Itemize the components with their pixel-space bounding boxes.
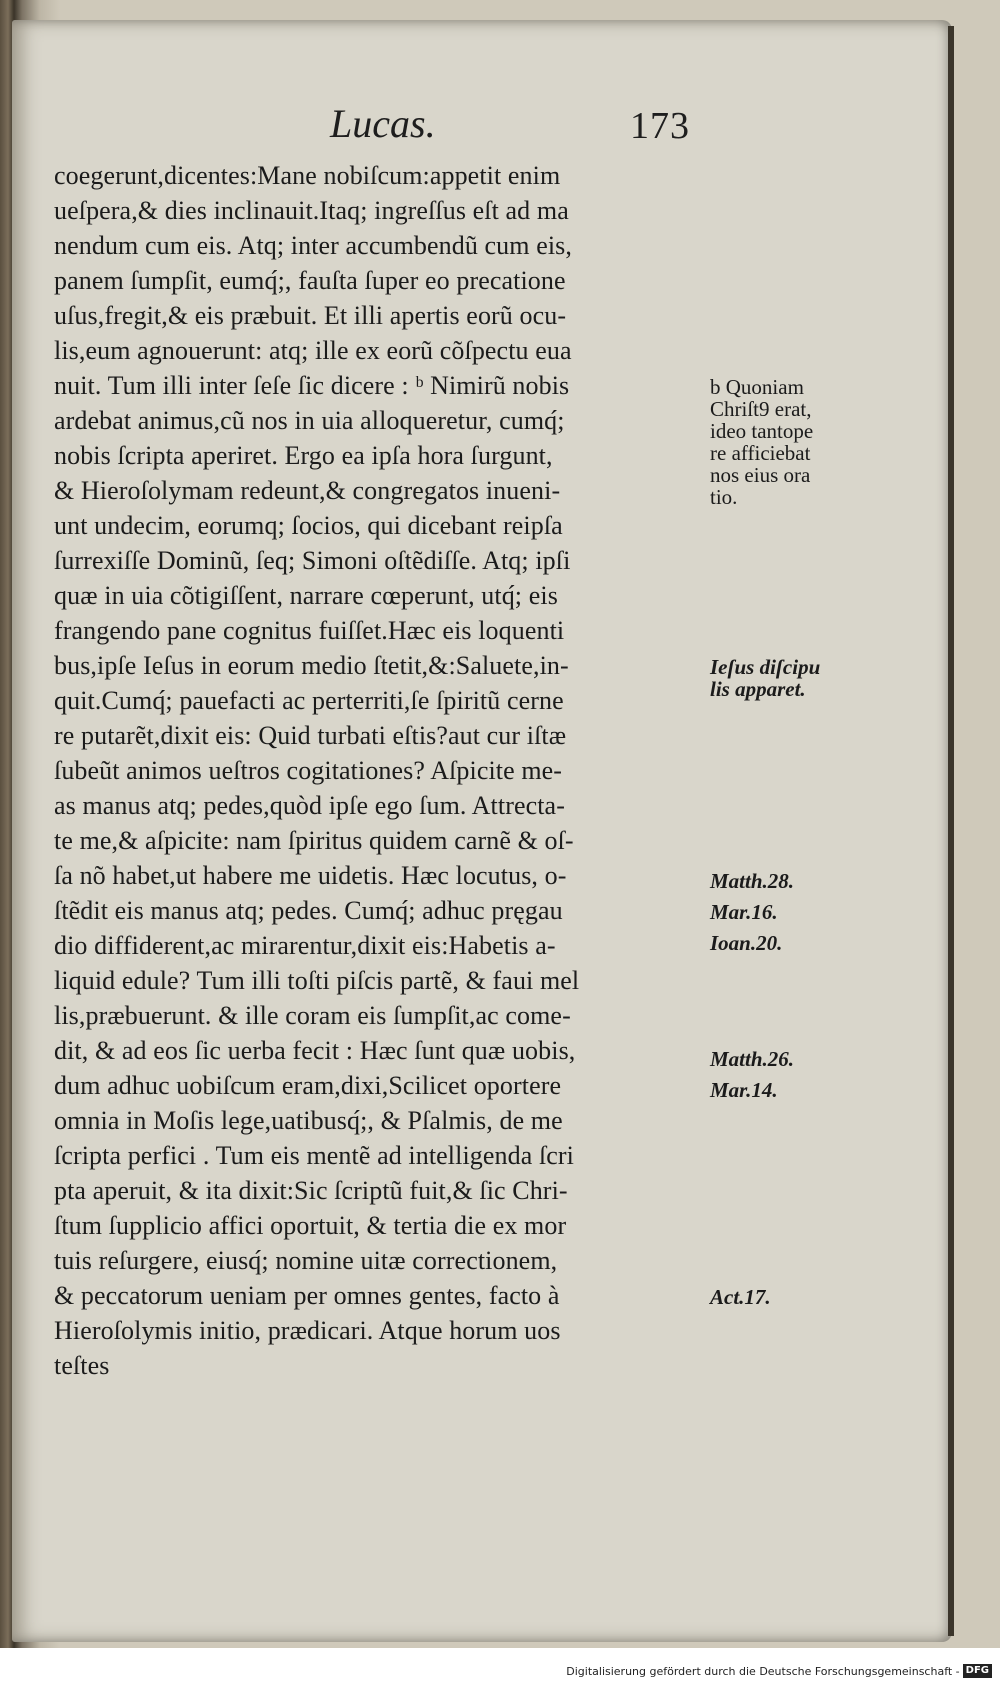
margin-note-line: b Quoniam: [710, 375, 804, 399]
text-line: ardebat animus,cũ nos in uia alloqueretur, cumq́;: [54, 406, 565, 435]
text-line: frangendo pane cognitus fuiſſet.Hæc eis loquenti: [54, 616, 565, 645]
text-line: te me,& aſpicite: nam ſpiritus quidem carnẽ & oſ-: [54, 826, 574, 855]
text-line: dum adhuc uobiſcum eram,dixi,Scilicet oportere: [54, 1071, 562, 1100]
margin-note-line: tio.: [710, 485, 738, 509]
margin-note-line: Act.17.: [710, 1285, 771, 1309]
text-line: nendum cum eis. Atq; inter accumbendũ cum eis,: [54, 231, 572, 260]
text-line: dit, & ad eos ſic uerba fecit : Hæc ſunt quæ uobis,: [54, 1036, 576, 1065]
margin-note-line: Matth.26.: [710, 1047, 795, 1071]
margin-note-line: Mar.16.: [710, 900, 778, 924]
text-line: as manus atq; pedes,quòd ipſe ego ſum. Attrecta-: [54, 791, 565, 820]
text-line: Hieroſolymis initio, prædicari. Atque horum uos: [54, 1316, 561, 1345]
text-line: ſubeũt animos ueſtros cogitationes? Aſpicite me-: [54, 756, 563, 785]
text-line: ſcripta perfici . Tum eis mentẽ ad intelligenda ſcri: [54, 1141, 575, 1170]
text-line: lis,præbuerunt. & ille coram eis ſumpſit,ac come-: [54, 1001, 571, 1030]
text-line: pta aperuit, & ita dixit:Sic ſcriptũ fuit,& ſic Chri-: [54, 1176, 568, 1205]
text-line: nuit. Tum illi inter ſeſe ſic dicere : ᵇ Nimirũ nobis: [54, 371, 570, 400]
running-title: Lucas.: [330, 101, 436, 146]
text-line: ſtum ſupplicio affici oportuit, & tertia die ex mor: [54, 1211, 567, 1240]
text-line: panem ſumpſit, eumq́;, fauſta ſuper eo precatione: [54, 266, 566, 295]
page-edge: [948, 26, 954, 1636]
text-line: teſtes: [54, 1351, 110, 1380]
dfg-logo: DFG: [963, 1664, 992, 1678]
text-line: coegerunt,dicentes:Mane nobiſcum:appetit enim: [54, 161, 561, 190]
text-line: dio diffiderent,ac mirarentur,dixit eis:Habetis a-: [54, 931, 556, 960]
margin-note-gospel-refs-2: [710, 1044, 794, 1106]
body-text: [54, 158, 704, 1383]
margin-note-line: Chriſt9 erat,: [710, 397, 812, 421]
text-line: tuis reſurgere, eiusq́; nomine uitæ correctionem,: [54, 1246, 558, 1275]
margin-note-gospel-refs: [710, 866, 794, 959]
text-line: liquid edule? Tum illi toſti piſcis partẽ, & faui mel: [54, 966, 580, 995]
text-line: ſa nõ habet,ut habere me uidetis. Hæc locutus, o-: [54, 861, 567, 890]
margin-note-b: [710, 376, 813, 508]
text-line: ſtẽdit eis manus atq; pedes. Cumq́; adhuc pręgau: [54, 896, 563, 925]
text-line: quæ in uia cõtigiſſent, narrare cœperunt, utq́; eis: [54, 581, 558, 610]
margin-note-jesus-appears: [710, 656, 820, 700]
margin-note-acts-ref: [710, 1286, 771, 1308]
text-line: ſurrexiſſe Dominũ, ſeq; Simoni oſtẽdiſſe. Atq; ipſi: [54, 546, 571, 575]
text-line: & Hieroſolymam redeunt,& congregatos inueni-: [54, 476, 561, 505]
margin-note-line: ideo tantope: [710, 419, 814, 443]
text-line: nobis ſcripta aperiret. Ergo ea ipſa hora ſurgunt,: [54, 441, 553, 470]
margin-note-line: Matth.28.: [710, 869, 795, 893]
footer-credit: [566, 1664, 992, 1678]
text-line: lis,eum agnouerunt: atq; ille ex eorũ cõſpectu eua: [54, 336, 572, 365]
margin-note-line: re afficiebat: [710, 441, 811, 465]
text-line: ueſpera,& dies inclinauit.Itaq; ingreſſus eſt ad ma: [54, 196, 569, 225]
footer-credit-text: Digitalisierung gefördert durch die Deutsche Forschungsgemeinschaft -: [566, 1664, 960, 1678]
margin-note-line: Ieſus diſcipu: [710, 655, 821, 679]
margin-note-line: Ioan.20.: [710, 931, 783, 955]
text-line: uſus,fregit,& eis præbuit. Et illi apertis eorũ ocu-: [54, 301, 567, 330]
page-number: 173: [630, 105, 690, 147]
margin-note-line: Mar.14.: [710, 1078, 778, 1102]
text-line: re putarẽt,dixit eis: Quid turbati eſtis?aut cur iſtæ: [54, 721, 567, 750]
text-line: omnia in Moſis lege,uatibusq́;, & Pſalmis, de me: [54, 1106, 563, 1135]
text-line: & peccatorum ueniam per omnes gentes, facto à: [54, 1281, 560, 1310]
margin-note-line: lis apparet.: [710, 677, 806, 701]
text-line: quit.Cumq́; pauefacti ac perterriti,ſe ſpiritũ cerne: [54, 686, 564, 715]
text-line: unt undecim, eorumq; ſocios, qui dicebant reipſa: [54, 511, 563, 540]
text-line: bus,ipſe Ieſus in eorum medio ſtetit,&:Saluete,in-: [54, 651, 569, 680]
margin-note-line: nos eius ora: [710, 463, 811, 487]
